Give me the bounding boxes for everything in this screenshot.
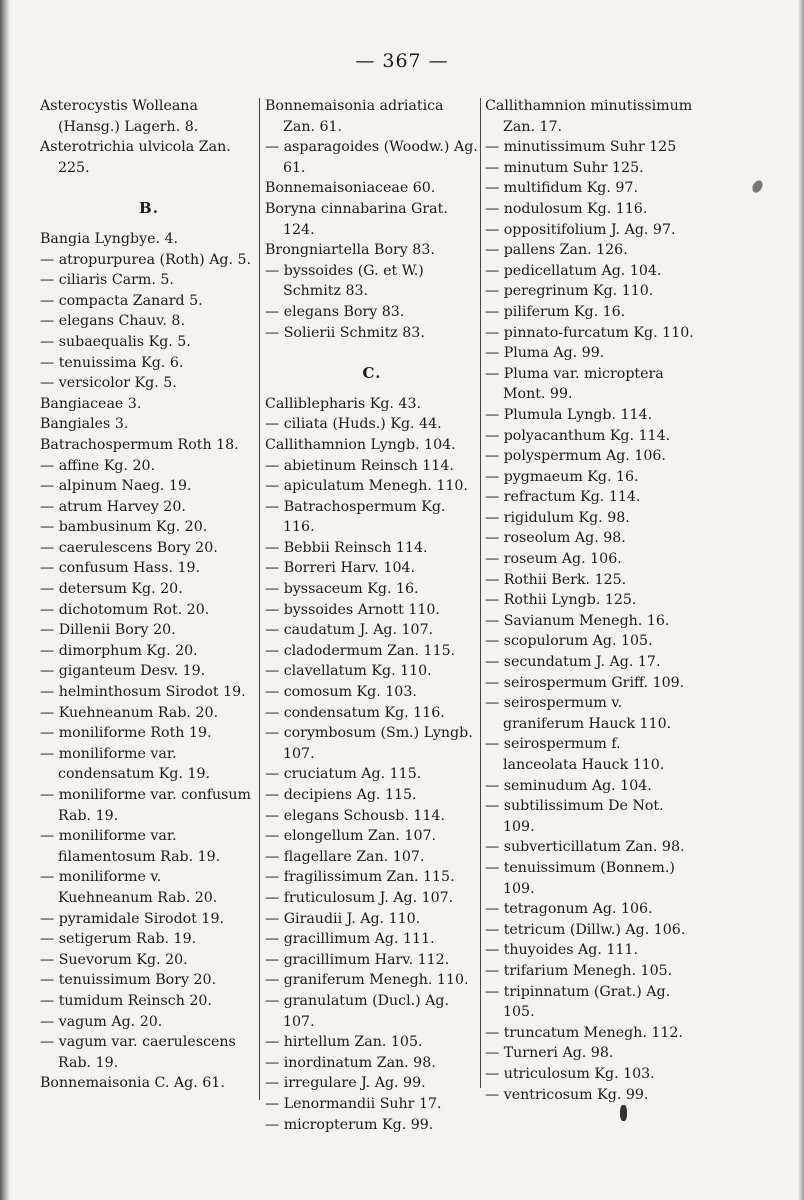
index-entry: — truncatum Menegh. 112. (485, 1024, 683, 1041)
index-entry: — Turneri Ag. 98. (485, 1045, 614, 1062)
index-entry: — multifidum Kg. 97. (485, 180, 638, 197)
index-entry: — Plumula Lyngb. 114. (485, 406, 653, 423)
index-entry: — piliferum Kg. 16. (485, 303, 626, 320)
index-entry: — granulatum (Ducl.) Ag. 107. (265, 992, 450, 1030)
index-entry: — gracillimum Harv. 112. (265, 951, 450, 968)
index-entry: — elegans Chauv. 8. (40, 313, 185, 330)
index-entry: — fragilissimum Zan. 115. (265, 869, 455, 886)
index-entry: — bambusinum Kg. 20. (40, 519, 208, 536)
index-entry: — trifarium Menegh. 105. (485, 962, 673, 979)
index-entry: — elegans Schousb. 114. (265, 807, 445, 824)
index-entry: Bonnemaisoniaceae 60. (265, 180, 436, 197)
section-letter-heading: B. (139, 199, 159, 218)
index-entry: — caerulescens Bory 20. (40, 539, 218, 556)
index-entry: — pinnato-furcatum Kg. 110. (485, 324, 694, 341)
index-entry: — dimorphum Kg. 20. (40, 642, 198, 659)
index-entry: — inordinatum Zan. 98. (265, 1054, 436, 1071)
index-entry: — caudatum J. Ag. 107. (265, 622, 434, 639)
index-entry: — scopulorum Ag. 105. (485, 633, 653, 650)
index-entry: — hirtellum Zan. 105. (265, 1034, 423, 1051)
index-entry: — compacta Zanard 5. (40, 292, 203, 309)
index-entry: — elegans Bory 83. (265, 303, 405, 320)
index-entry: — rigidulum Kg. 98. (485, 509, 630, 526)
index-entry: — tenuissimum Bory 20. (40, 972, 217, 989)
index-entry: — tenuissima Kg. 6. (40, 354, 184, 371)
index-entry: — oppositifolium J. Ag. 97. (485, 221, 676, 238)
index-entry: — vagum var. caerulescens Rab. 19. (40, 1034, 236, 1071)
index-entry: — secundatum J. Ag. 17. (485, 654, 661, 671)
index-entry: — ciliata (Huds.) Kg. 44. (265, 416, 442, 433)
index-entry: — tumidum Reinsch 20. (40, 992, 212, 1009)
index-entry: — cladodermum Zan. 115. (265, 642, 456, 659)
index-entry: — detersum Kg. 20. (40, 581, 183, 598)
index-entry: — Batrachospermum Kg. 116. (265, 498, 446, 536)
index-entry: — seirospermum Griff. 109. (485, 674, 685, 691)
index-entry: — Savianum Menegh. 16. (485, 612, 670, 629)
index-entry: Calliblepharis Kg. 43. (265, 395, 421, 412)
page-number: — 367 — (355, 50, 449, 72)
index-entry: — Rothii Berk. 125. (485, 571, 627, 588)
index-entry: — Suevorum Kg. 20. (40, 951, 188, 968)
index-entry: — minutissimum Suhr 125 (485, 139, 677, 156)
index-entry: — Borreri Harv. 104. (265, 560, 416, 577)
index-entry: — ventricosum Kg. 99. (485, 1086, 649, 1103)
index-entry: — moniliforme Roth 19. (40, 725, 212, 742)
index-entry: — confusum Hass. 19. (40, 560, 201, 577)
section-letter-heading: C. (362, 364, 382, 383)
index-entry: — polyacanthum Kg. 114. (485, 427, 671, 444)
index-column-3 (485, 96, 697, 1105)
index-entry: — moniliforme var. confusum Rab. 19. (40, 787, 251, 824)
index-entry: — roseum Ag. 106. (485, 551, 622, 568)
index-entry: — pedicellatum Ag. 104. (485, 262, 662, 279)
index-entry: — Solierii Schmitz 83. (265, 324, 425, 341)
index-entry: — subtilissimum De Not. 109. (485, 798, 664, 835)
index-entry: Bangiaceae 3. (40, 395, 142, 412)
index-entry: — graniferum Menegh. 110. (265, 972, 469, 989)
index-entry: Asterocystis Wolleana (Hansg.) Lagerh. 8. (40, 98, 199, 135)
index-entry: — peregrinum Kg. 110. (485, 283, 654, 300)
ink-blot (750, 179, 764, 195)
index-entry: — abietinum Reinsch 114. (265, 457, 454, 474)
index-entry: — setigerum Rab. 19. (40, 931, 197, 948)
index-entry: — atrum Harvey 20. (40, 498, 186, 515)
index-entry: Boryna cinnabarina Grat. 124. (265, 200, 448, 238)
column-divider-2 (480, 98, 481, 1088)
index-entry: — micropterum Kg. 99. (265, 1116, 434, 1133)
index-entry: — moniliforme var. condensatum Kg. 19. (40, 745, 211, 783)
index-entry: — cruciatum Ag. 115. (265, 766, 422, 783)
index-entry: — moniliforme var. filamentosum Rab. 19. (40, 828, 221, 865)
index-entry: — helminthosum Sirodot 19. (40, 684, 246, 701)
index-entry: — fruticulosum J. Ag. 107. (265, 889, 454, 906)
index-entry: — utriculosum Kg. 103. (485, 1065, 655, 1082)
index-entry: — Pluma var. microptera Mont. 99. (485, 365, 664, 403)
index-entry: — atropurpurea (Roth) Ag. 5. (40, 251, 252, 268)
index-entry: — byssoides Arnott 110. (265, 601, 440, 618)
index-entry: Brongniartella Bory 83. (265, 242, 435, 259)
index-entry: Bonnemaisonia adriatica Zan. 61. (265, 98, 444, 135)
index-entry: — Bebbii Reinsch 114. (265, 539, 428, 556)
index-entry: — refractum Kg. 114. (485, 489, 641, 506)
index-entry: — pallens Zan. 126. (485, 242, 628, 259)
index-entry: — affine Kg. 20. (40, 457, 156, 474)
index-entry: — seirospermum f. lanceolata Hauck 110. (485, 736, 665, 773)
index-entry: — Rothii Lyngb. 125. (485, 592, 637, 609)
index-entry: — byssoides (G. et W.) Schmitz 83. (265, 262, 424, 300)
index-entry: — byssaceum Kg. 16. (265, 581, 419, 598)
index-entry: — nodulosum Kg. 116. (485, 200, 648, 217)
index-entry: — minutum Suhr 125. (485, 159, 644, 176)
index-entry: Callithamnion minutissimum Zan. 17. (485, 98, 693, 135)
index-entry: — Pluma Ag. 99. (485, 345, 605, 362)
index-entry: — decipiens Ag. 115. (265, 787, 417, 803)
ink-blot (620, 1105, 627, 1121)
page-left-edge-shadow (0, 0, 10, 1200)
index-entry: Asterotrichia ulvicola Zan. 225. (40, 139, 231, 176)
index-entry: — irregulare J. Ag. 99. (265, 1075, 426, 1092)
index-entry: — versicolor Kg. 5. (40, 375, 177, 392)
index-entry: Callithamnion Lyngb. 104. (265, 436, 456, 453)
index-entry: — Lenormandii Suhr 17. (265, 1095, 442, 1112)
index-entry: — elongellum Zan. 107. (265, 828, 437, 845)
index-entry: — apiculatum Menegh. 110. (265, 478, 468, 495)
index-entry: — tenuissimum (Bonnem.) 109. (485, 859, 675, 897)
index-entry: — moniliforme v. Kuehneanum Rab. 20. (40, 869, 218, 906)
index-column-1 (40, 96, 258, 1094)
index-entry: — subverticillatum Zan. 98. (485, 839, 685, 856)
index-entry: Bangia Lyngbye. 4. (40, 230, 179, 247)
index-entry: — Giraudii J. Ag. 110. (265, 910, 421, 927)
index-entry: — seirospermum v. graniferum Hauck 110. (485, 695, 672, 732)
index-entry: — dichotomum Rot. 20. (40, 601, 210, 618)
index-entry: — ciliaris Carm. 5. (40, 272, 174, 289)
page-right-edge-shadow (798, 0, 804, 1200)
index-entry: — condensatum Kg. 116. (265, 704, 445, 721)
index-entry: Batrachospermum Roth 18. (40, 436, 239, 453)
index-entry: — alpinum Naeg. 19. (40, 478, 192, 495)
index-entry: — seminudum Ag. 104. (485, 777, 652, 794)
index-entry: — Dillenii Bory 20. (40, 622, 176, 639)
index-entry: — vagum Ag. 20. (40, 1013, 163, 1030)
index-entry: — asparagoides (Woodw.) Ag. 61. (265, 139, 478, 176)
index-entry: Bonnemaisonia C. Ag. 61. (40, 1075, 225, 1092)
index-entry: — clavellatum Kg. 110. (265, 663, 432, 680)
index-column-2 (265, 96, 479, 1135)
index-entry: Bangiales 3. (40, 416, 129, 433)
column-divider-1 (259, 98, 260, 1100)
index-entry: — pyramidale Sirodot 19. (40, 910, 224, 927)
index-entry: — tetragonum Ag. 106. (485, 901, 653, 918)
index-entry: — pygmaeum Kg. 16. (485, 468, 639, 485)
index-entry: — subaequalis Kg. 5. (40, 333, 191, 350)
index-entry: — tetricum (Dillw.) Ag. 106. (485, 921, 686, 938)
index-entry: — thuyoides Ag. 111. (485, 942, 638, 959)
index-entry: — tripinnatum (Grat.) Ag. 105. (485, 983, 671, 1021)
index-entry: — roseolum Ag. 98. (485, 530, 626, 547)
index-entry: — giganteum Desv. 19. (40, 663, 206, 680)
index-entry: — corymbosum (Sm.) Lyngb. 107. (265, 725, 473, 762)
index-entry: — Kuehneanum Rab. 20. (40, 704, 219, 721)
index-entry: — gracillimum Ag. 111. (265, 931, 435, 948)
index-entry: — comosum Kg. 103. (265, 684, 417, 701)
index-entry: — polyspermum Ag. 106. (485, 448, 666, 465)
index-entry: — flagellare Zan. 107. (265, 848, 425, 865)
